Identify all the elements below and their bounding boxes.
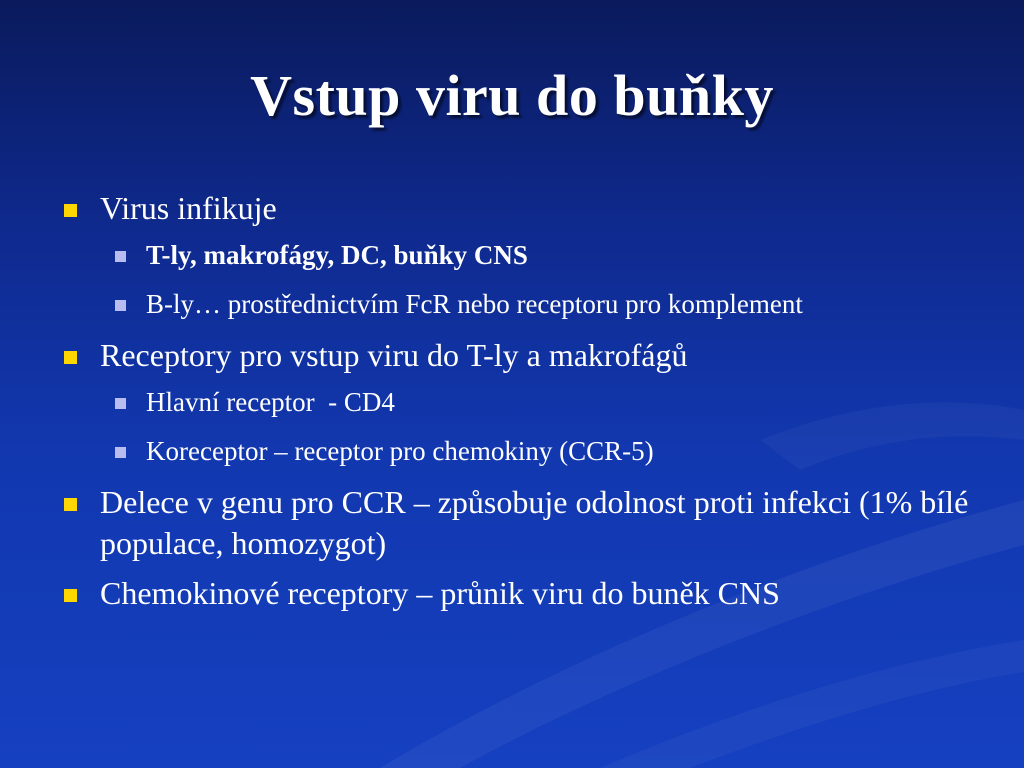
square-bullet-icon bbox=[64, 351, 77, 364]
small-square-bullet-icon bbox=[115, 300, 126, 311]
bullet-item bbox=[60, 335, 990, 376]
sub-bullet-text: Hlavní receptor - CD4 bbox=[146, 387, 395, 417]
bullet-item bbox=[60, 482, 990, 564]
sub-bullet-text: T-ly, makrofágy, DC, buňky CNS bbox=[146, 239, 528, 270]
sub-bullet-text: Koreceptor – receptor pro chemokiny (CCR-5) bbox=[146, 435, 654, 466]
sub-bullet-item bbox=[60, 434, 990, 469]
sub-bullet-item bbox=[60, 287, 990, 322]
bullet-item bbox=[60, 573, 990, 614]
bullet-text: Virus infikuje bbox=[100, 190, 277, 226]
square-bullet-icon bbox=[64, 498, 77, 511]
slide-title: Vstup viru do buňky bbox=[250, 63, 774, 128]
bullet-text: Delece v genu pro CCR – způsobuje odolnost proti infekci (1% bílé populace, homozygot) bbox=[100, 484, 969, 562]
square-bullet-icon bbox=[64, 589, 77, 602]
small-square-bullet-icon bbox=[115, 251, 126, 262]
small-square-bullet-icon bbox=[115, 398, 126, 409]
sub-bullet-item bbox=[60, 385, 990, 420]
square-bullet-icon bbox=[64, 204, 77, 217]
sub-bullet-item bbox=[60, 238, 990, 273]
bullet-text: Chemokinové receptory – průnik viru do buněk CNS bbox=[100, 575, 780, 611]
bullet-list bbox=[60, 188, 990, 623]
bullet-text: Receptory pro vstup viru do T-ly a makrofágů bbox=[100, 337, 688, 374]
small-square-bullet-icon bbox=[115, 447, 126, 458]
sub-bullet-text: B-ly… prostřednictvím FcR nebo receptoru pro komplement bbox=[146, 288, 803, 319]
bullet-item bbox=[60, 188, 990, 229]
